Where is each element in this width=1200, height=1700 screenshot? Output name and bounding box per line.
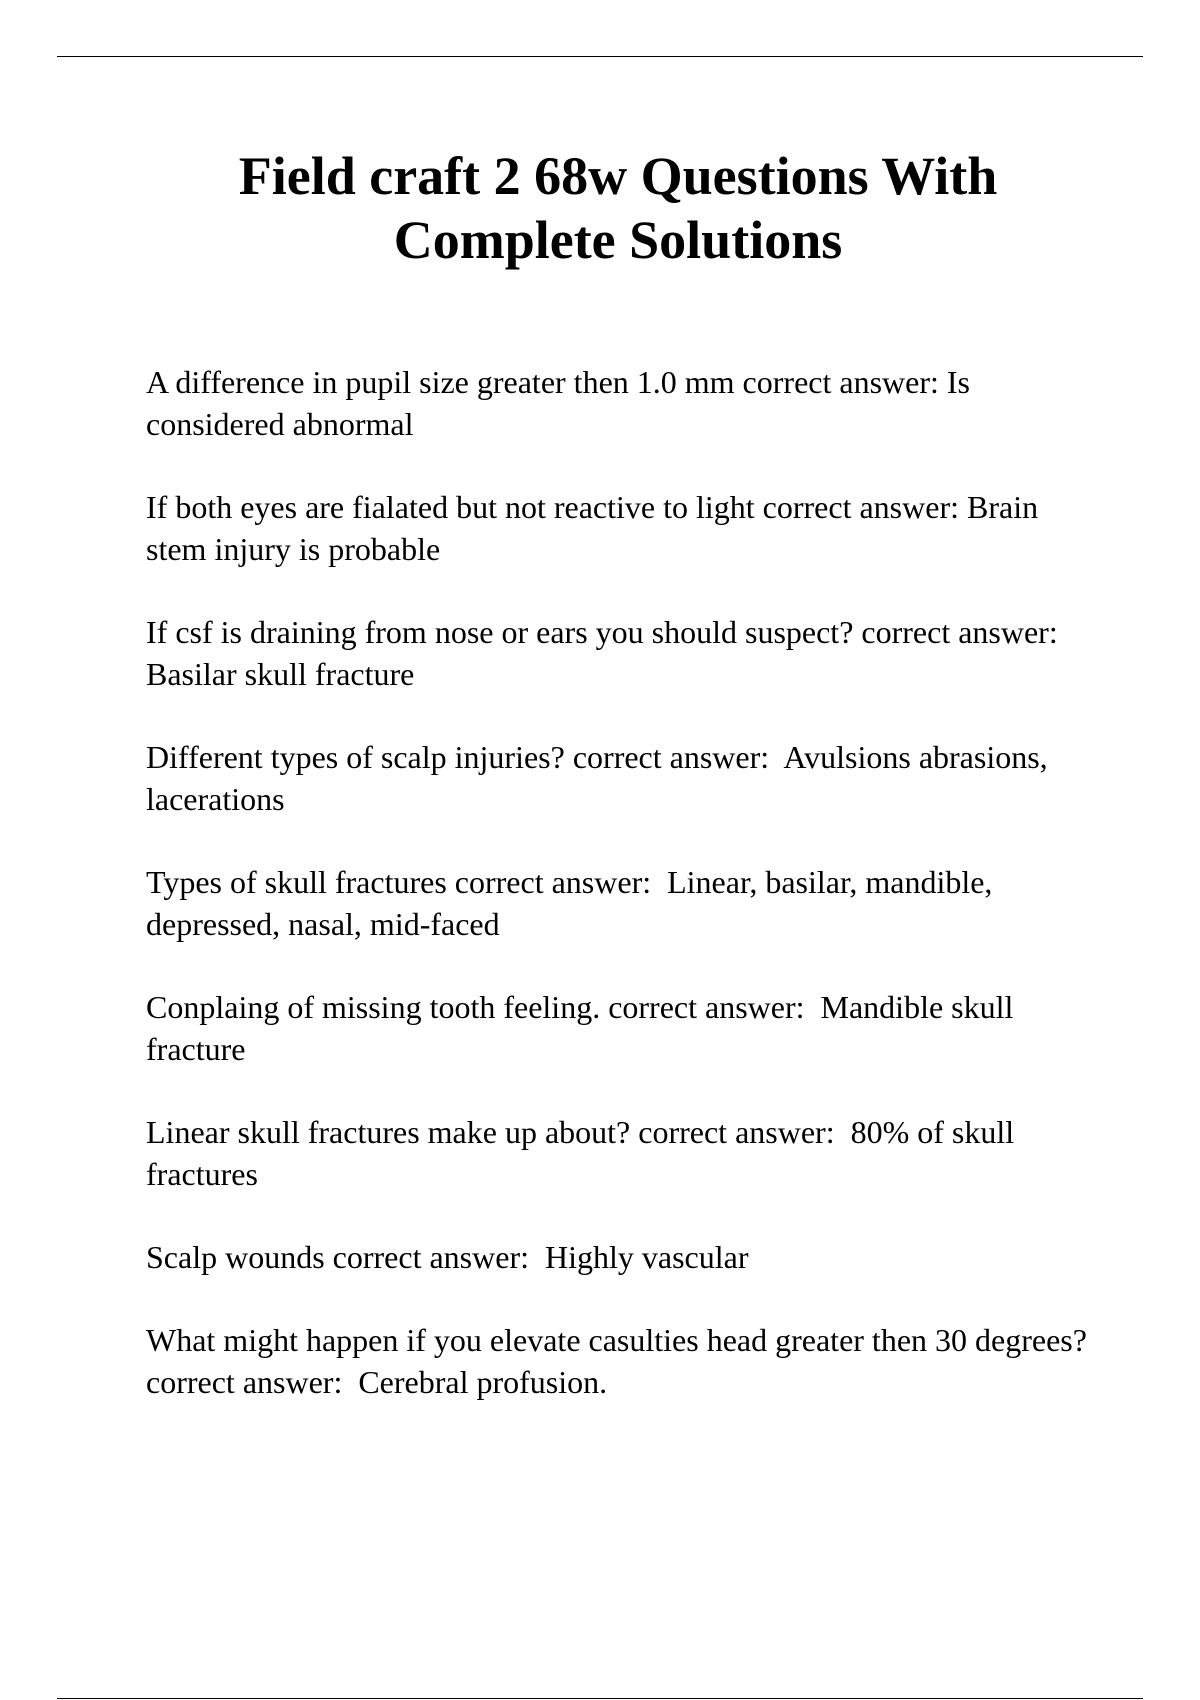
qa-answer-label: correct answer: — [630, 1114, 851, 1150]
qa-answer-label: correct answer: — [446, 864, 668, 900]
qa-question: What might happen if you elevate casulties head greater then 30 degrees? — [146, 1322, 1087, 1358]
qa-item — [146, 1236, 1096, 1278]
qa-answer: Is considered abnormal — [146, 364, 978, 442]
qa-question: If csf is draining from nose or ears you should suspect? — [146, 614, 854, 650]
qa-answer: Cerebral profusion. — [358, 1364, 608, 1400]
qa-answer: 80% of skull fractures — [146, 1114, 1023, 1192]
qa-question: If both eyes are fialated but not reactive to light — [146, 489, 755, 525]
qa-item — [146, 361, 1096, 445]
qa-question: Conplaing of missing tooth feeling. — [146, 989, 601, 1025]
qa-answer-label: correct answer: — [600, 989, 821, 1025]
qa-item — [146, 986, 1096, 1070]
qa-item — [146, 486, 1096, 570]
qa-item — [146, 1111, 1096, 1195]
qa-question: Scalp wounds — [146, 1239, 325, 1275]
qa-answer-label: correct answer: — [564, 739, 784, 775]
footer-rule — [57, 1698, 1143, 1699]
qa-item — [146, 861, 1096, 945]
qa-item — [146, 736, 1096, 820]
title-line-1: Field craft 2 68w Questions With — [238, 146, 998, 206]
qa-item — [146, 1319, 1096, 1403]
qa-answer: Highly vascular — [544, 1239, 749, 1275]
qa-answer-label: correct answer: — [146, 1322, 1095, 1400]
qa-question: A difference in pupil size greater then 1.0 mm — [146, 364, 735, 400]
qa-answer: Avulsions abrasions, lacerations — [146, 739, 1056, 817]
qa-answer-label: correct answer: — [754, 489, 967, 525]
qa-answer: Brain stem injury is probable — [146, 489, 1047, 567]
qa-answer-label: correct answer: — [324, 1239, 545, 1275]
qa-answer: Basilar skull fracture — [146, 656, 415, 692]
qa-answer: Mandible skull fracture — [146, 989, 1022, 1067]
qa-item — [146, 611, 1096, 695]
qa-answer-label: correct answer: — [853, 614, 1074, 650]
qa-question: Types of skull fractures — [146, 864, 447, 900]
qa-answer: Linear, basilar, mandible, depressed, nasal, mid-faced — [146, 864, 1001, 942]
qa-list — [146, 361, 1096, 1444]
qa-question: Linear skull fractures make up about? — [146, 1114, 631, 1150]
title-line-2: Complete Solutions — [393, 210, 843, 270]
qa-question: Different types of scalp injuries? — [146, 739, 565, 775]
document-title — [100, 144, 1136, 272]
header-rule — [57, 56, 1143, 57]
qa-answer-label: correct answer: — [734, 364, 947, 400]
